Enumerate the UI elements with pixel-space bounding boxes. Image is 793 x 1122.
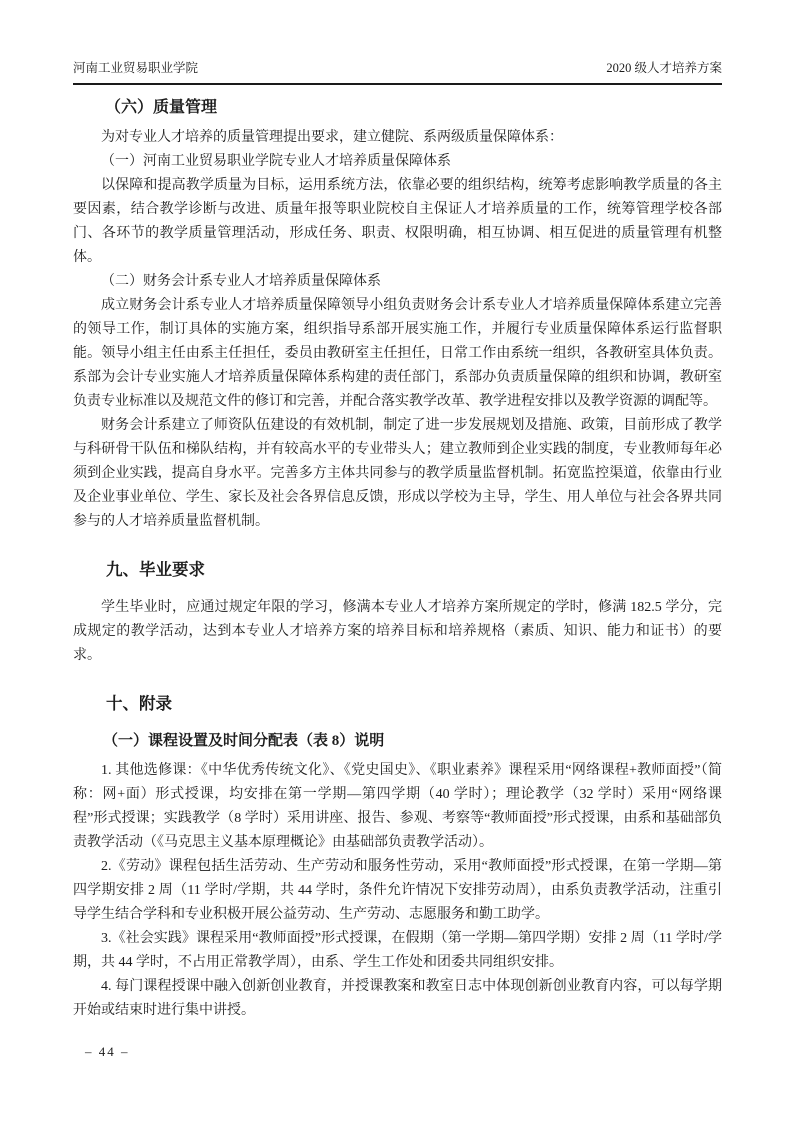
- course-table-notes-heading: （一）课程设置及时间分配表（表 8）说明: [103, 733, 385, 749]
- college-system-subheading: （一）河南工业贸易职业学院专业人才培养质量保障体系: [101, 154, 451, 169]
- page-header: [73, 60, 722, 85]
- table-note-item-4: 4. 每门课程授课中融入创新创业教育，并授课教案和教室日志中体现创新创业教育内容，可以每学期开始或结束时进行集中讲授。: [73, 979, 722, 1018]
- quality-intro-paragraph: 为对专业人才培养的质量管理提出要求，建立健院、系两级质量保障体系：: [101, 130, 563, 145]
- header-school-name: 河南工业贸易职业学院: [73, 61, 199, 75]
- college-system-paragraph: 以保障和提高教学质量为目标，运用系统方法，依靠必要的组织结构，统筹考虑影响教学质量的各主要因素，结合教学诊断与改进、质量年报等职业院校自主保证人才培养质量的工作，统筹管理学校各部门、各环节的教学质量管理活动，形成任务、职责、权限明确，相互协调、相互促进的质量管理有机整体。: [73, 178, 722, 265]
- appendix-heading: 十、附录: [106, 694, 172, 713]
- quality-management-heading: （六）质量管理: [105, 99, 218, 116]
- page-number: – 44 –: [85, 1044, 130, 1059]
- dept-system-subheading: （二）财务会计系专业人才培养质量保障体系: [101, 274, 381, 289]
- document-body: [73, 97, 722, 1023]
- header-doc-title: 2020 级人才培养方案: [606, 61, 722, 75]
- graduation-requirements-heading: 九、毕业要求: [106, 560, 205, 579]
- table-note-item-1: 1. 其他选修课：《中华优秀传统文化》、《党史国史》、《职业素养》课程采用“网络课程+教师面授”（简称：网+面）形式授课，均安排在第一学期—第四学期（40 学时）；理论教学（32 学时）采用“网络课程”形式授课；实践教学（8 学时）采用讲座、报告、参观、考察等“教师面授”形式授课，由系和基础部负责教学活动（《马克思主义基本原理概论》由基础部负责教学活动）。: [73, 763, 722, 850]
- table-note-item-3: 3.《社会实践》课程采用“教师面授”形式授课，在假期（第一学期—第四学期）安排 2 周（11 学时/学期，共 44 学时，不占用正常教学周），由系、学生工作处和团委共同组织安排。: [73, 931, 722, 970]
- page-footer: [85, 1044, 130, 1060]
- table-note-item-2: 2.《劳动》课程包括生活劳动、生产劳动和服务性劳动，采用“教师面授”形式授课，在第一学期—第四学期安排 2 周（11 学时/学期，共 44 学时，条件允许情况下安排劳动周），由系负责教学活动，注重引导学生结合学科和专业积极开展公益劳动、生产劳动、志愿服务和勤工助学。: [73, 859, 722, 922]
- dept-system-paragraph-2: 财务会计系建立了师资队伍建设的有效机制，制定了进一步发展规划及措施、政策，目前形成了教学与科研骨干队伍和梯队结构，并有较高水平的专业带头人；建立教师到企业实践的制度，专业教师每年必须到企业实践，提高自身水平。完善多方主体共同参与的教学质量监督机制。拓宽监控渠道，依靠由行业及企业事业单位、学生、家长及社会各界信息反馈，形成以学校为主导，学生、用人单位与社会各界共同参与的人才培养质量监督机制。: [73, 418, 722, 529]
- graduation-requirements-paragraph: 学生毕业时，应通过规定年限的学习，修满本专业人才培养方案所规定的学时，修满 182.5 学分，完成规定的教学活动，达到本专业人才培养方案的培养目标和培养规格（素质、知识、能力和证书）的要求。: [73, 600, 722, 663]
- dept-system-paragraph-1: 成立财务会计系专业人才培养质量保障领导小组负责财务会计系专业人才培养质量保障体系建立完善的领导工作，制订具体的实施方案，组织指导系部开展实施工作，并履行专业质量保障体系运行监督职能。领导小组主任由系主任担任，委员由教研室主任担任，日常工作由系统一组织，各教研室具体负责。系部为会计专业实施人才培养质量保障体系构建的责任部门，系部办负责质量保障的组织和协调，教研室负责专业标准以及规范文件的修订和完善，并配合落实教学改革、教学进程安排以及教学资源的调配等。: [73, 298, 722, 409]
